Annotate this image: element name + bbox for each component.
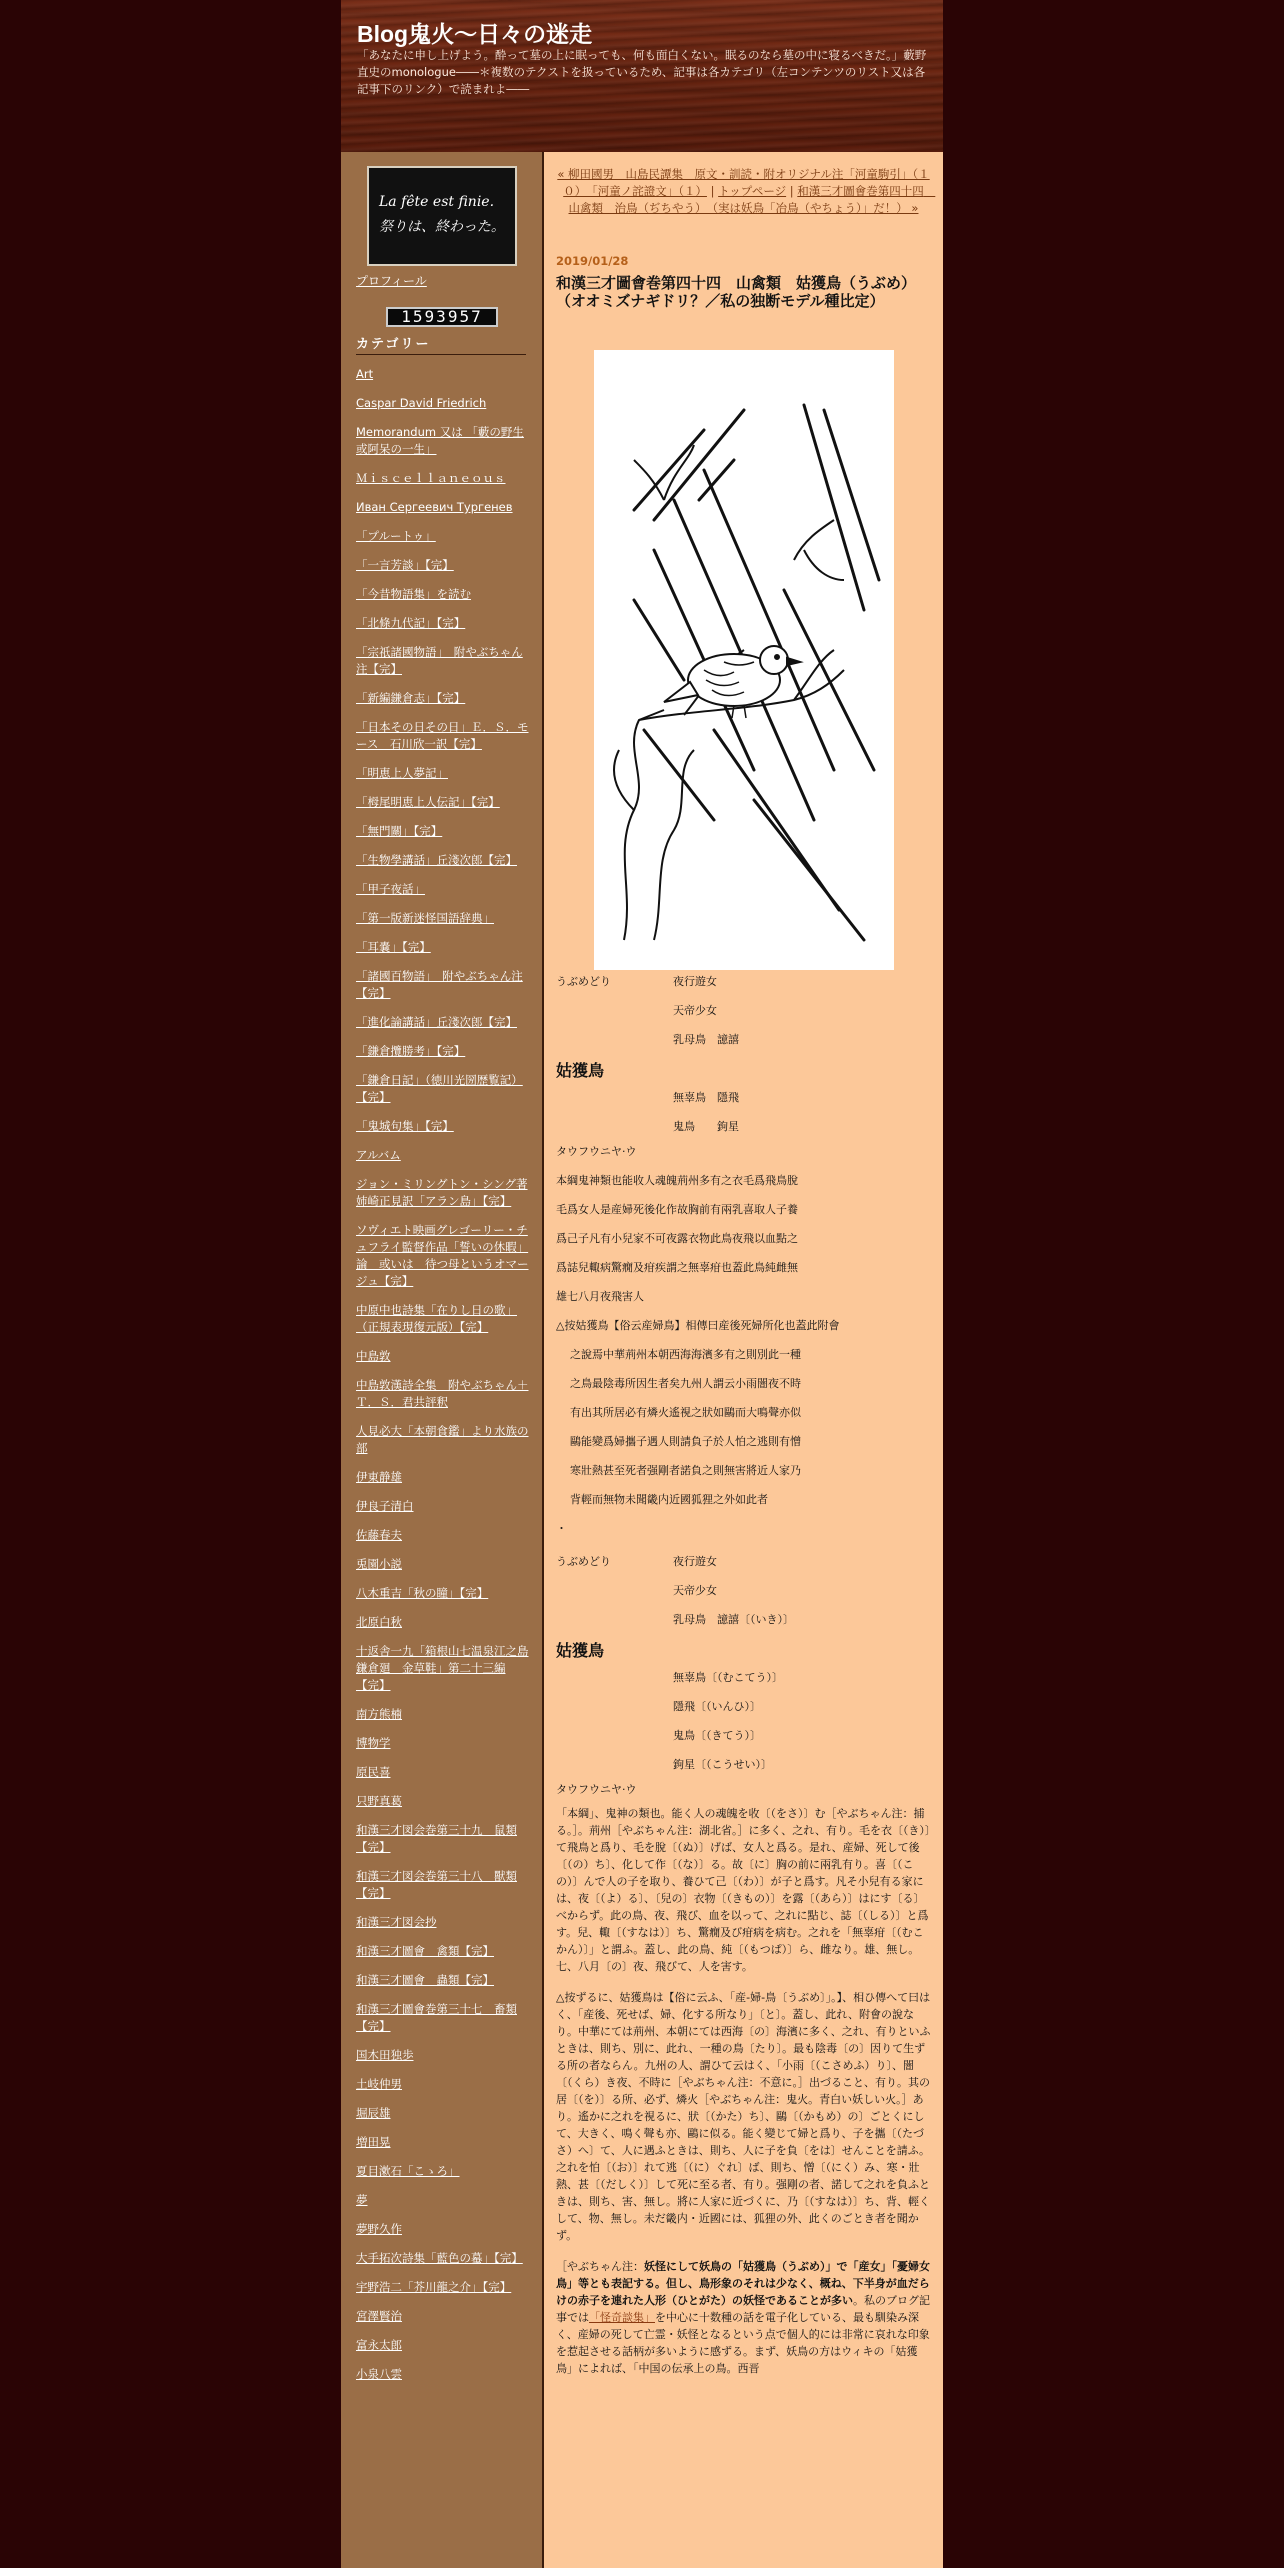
kanbun-line: 鷗能變爲婦攜子遇人則請負子於人怕之逃則有憎: [570, 1435, 801, 1448]
category-link[interactable]: 夢野久作: [356, 2222, 402, 2236]
category-link[interactable]: 「耳嚢」【完】: [356, 940, 431, 954]
main-content: [544, 152, 943, 2568]
alias-row: [556, 1666, 931, 1695]
kundoku-heading: 姑獲鳥: [556, 1641, 605, 1660]
category-link[interactable]: 和漢三才圖會 蟲類【完】: [356, 1973, 494, 1987]
category-link[interactable]: 和漢三才図会巻第三十八 獸類【完】: [356, 1869, 517, 1900]
post-title[interactable]: 和漢三才圖會巻第四十四 山禽類 姑獲鳥（うぶめ） （オオミズナギドリ？／私の独断モデル種比定）: [556, 274, 924, 310]
category-link[interactable]: Caspar David Friedrich: [356, 396, 487, 410]
nav-separator: |: [706, 184, 719, 198]
blog-header: [341, 0, 943, 153]
separator-dot: ・: [556, 1522, 567, 1535]
category-link[interactable]: 中原中也詩集「在りし日の歌」（正規表現復元版）【完】: [356, 1303, 517, 1334]
nav-separator: |: [786, 184, 798, 198]
category-link[interactable]: 只野真葛: [356, 1794, 402, 1808]
kanbun-line: 有出其所居必有燐火遙視之狀如鷗而大鳴聲亦似: [570, 1406, 801, 1419]
category-link[interactable]: 「一言芳談」【完】: [356, 558, 454, 572]
category-link[interactable]: 人見必大「本朝食鑑」より水族の部: [356, 1424, 529, 1455]
category-link[interactable]: 「栂尾明恵上人伝記」【完】: [356, 795, 500, 809]
category-link[interactable]: 小泉八雲: [356, 2367, 402, 2381]
category-link[interactable]: 「進化論講話」丘淺次郎【完】: [356, 1015, 517, 1029]
bird-on-branch-in-rain-illustration[interactable]: [594, 350, 894, 970]
category-link[interactable]: 伊東静雄: [356, 1470, 402, 1484]
category-link[interactable]: 堀辰雄: [356, 2106, 391, 2120]
category-link[interactable]: Иван Сергеевич Тургенев: [356, 500, 513, 514]
category-link[interactable]: 原民喜: [356, 1765, 391, 1779]
row-value: 無辜鳥〔（むこてう）〕: [673, 1671, 783, 1684]
kanbun-line: 本綱鬼神類也能收人魂魄荊州多有之衣毛爲飛鳥脫: [556, 1174, 798, 1187]
post-navigation: [556, 166, 936, 217]
kanbun-line: 爲誌兒輙病驚癇及疳疾謂之無辜疳也蓋此鳥純雌無: [556, 1261, 798, 1274]
category-link[interactable]: 「鎌倉日記」（徳川光圀歴覧記）【完】: [356, 1073, 523, 1104]
alias-row: [556, 970, 931, 999]
category-link[interactable]: Ｍｉｓｃｅｌｌａｎｅｏｕｓ: [356, 471, 506, 485]
category-link[interactable]: 和漢三才圖會巻第三十七 畜類【完】: [356, 2002, 517, 2033]
category-link[interactable]: 中島敦漢詩全集 附やぶちゃん＋Ｔ．Ｓ．君共評釈: [356, 1378, 529, 1409]
category-link[interactable]: 和漢三才圖會 禽類【完】: [356, 1944, 494, 1958]
category-link[interactable]: 兎園小説: [356, 1557, 402, 1571]
category-link[interactable]: 宇野浩二「芥川龍之介」【完】: [356, 2280, 512, 2294]
category-link[interactable]: 「宗祇諸國物語」 附やぶちゃん注【完】: [356, 645, 523, 676]
kundoku-paragraph-2: △按ずるに、姑獲鳥は【俗に云ふ、「産-婦-鳥〔うぶめ〕」。】、相ひ傳へて曰はく、「産後、死せば、婦、化する所なり」〔と〕。蓋し、此れ、附會の說なり。中華にては荊州、本朝にては西海〔の〕海濱に多く、之れ、有りといふときは、則ち、別に、此れ、一種の鳥〔たり〕。最も陰毒〔の〕因りて生ずる所の者ならん。九州の人、謂ひて云はく、「小雨〔（こさめふ）り〕、闇〔（くら）き夜、不時に［やぶちゃん注：不意に。］出づること、有り。其の居〔（を）〕る所、必ず、燐火［やぶちゃん注：鬼火。青白い妖しい火。］あり。遙かに之れを視るに、狀〔（かた）ち〕、鷗〔（かもめ）の〕ごとくにして、大きく、鳴く聲も亦、鷗に似る。能く變じて婦と爲り、子を攜〔（たづさ）へ〕て、人に遇ふときは、則ち、人に子を負〔をは〕せんことを請ふ。之れを怕〔（お）〕れて逃〔（に）ぐれ〕ば、則ち、憎〔（にく）み、寒・壯熱、甚〔（だしく）〕して死に至る者、有り。强剛の者、諾して之れを負ふときは、則ち、害、無し。將に人家に近づくに、乃〔（すなは）〕ち、背、輕くして、物、無し。未だ畿内・近國には、狐狸の外、此くのごとき者を聞かず。: [556, 1991, 931, 2242]
annotation-paragraph: [556, 2258, 931, 2377]
category-link[interactable]: アルバム: [356, 1148, 401, 1162]
row-value: 乳母鳥 譩譆〔（いき）〕: [673, 1613, 794, 1626]
annotation-text-cont: を中心に十数種の話を電子化している、最も馴染み深く、産婦の死して亡霊・妖怪となるという点で個人的には非常に哀れな印象を惹起させる話柄が多いように感ずる。まず、妖鳥の方はウィキの「姑獲鳥」によれば、「中国の伝承上の鳥。西晋: [556, 2311, 930, 2375]
annotation-bold-text: 妖怪にして妖鳥の「姑獲鳥（うぶめ）」で「産女」「憂婦女鳥」等とも表記する。但し、鳥形象のそれは少なく、概ね、下半身が血だらけの赤子を連れた人形（ひとがた）の妖怪であることが多い: [556, 2260, 930, 2307]
row-value: 夜行遊女: [673, 1555, 717, 1568]
category-link[interactable]: 夏目漱石「こゝろ」: [356, 2164, 460, 2178]
category-link[interactable]: 和漢三才図会巻第三十九 鼠類【完】: [356, 1823, 517, 1854]
category-link[interactable]: 富永太郎: [356, 2338, 402, 2352]
category-link[interactable]: 和漢三才図会抄: [356, 1915, 437, 1929]
category-link[interactable]: 佐藤春夫: [356, 1528, 402, 1542]
blog-page: [341, 0, 943, 2568]
row-value: 隱飛〔（いんひ）〕: [673, 1700, 761, 1713]
category-link[interactable]: 北原白秋: [356, 1615, 402, 1629]
category-heading: カテゴリー: [356, 333, 526, 355]
alias-row: [556, 1028, 931, 1057]
category-link[interactable]: 「無門關」【完】: [356, 824, 443, 838]
category-link[interactable]: 土岐仲男: [356, 2077, 402, 2091]
alias-row: [556, 1086, 931, 1115]
kaiki-danshu-link[interactable]: 「怪奇談集」: [589, 2311, 655, 2324]
row-value: 天帝少女: [673, 1004, 717, 1017]
category-link[interactable]: 十返舎一九「箱根山七温泉江之島鎌倉廻 金草鞋」第二十三編【完】: [356, 1644, 529, 1692]
post-body: [556, 970, 931, 2377]
access-counter: 1593957: [386, 307, 498, 327]
row-value: 天帝少女: [673, 1584, 717, 1597]
row-value: 乳母鳥 譩譆: [673, 1033, 739, 1046]
category-link[interactable]: 八木重吉「秋の瞳」【完】: [356, 1586, 489, 1600]
category-link[interactable]: 「明恵上人夢記」: [356, 766, 448, 780]
category-link[interactable]: 増田晃: [356, 2135, 391, 2149]
row-value: 無辜鳥 隱飛: [673, 1091, 739, 1104]
category-link[interactable]: 「第一版新迷怪国語辞典」: [356, 911, 494, 925]
category-link[interactable]: 国木田独歩: [356, 2048, 414, 2062]
row-label: うぶめどり: [556, 1555, 611, 1568]
category-link[interactable]: 「プルートゥ」: [356, 529, 436, 543]
kanbun-line: 寒壯熱甚至死者强剛者諾負之則無害將近人家乃: [570, 1464, 801, 1477]
alias-row: [556, 1115, 931, 1144]
kanbun-line: △按姑獲鳥【俗云産婦鳥】相傳曰産後死婦所化也蓋此附會: [556, 1319, 840, 1332]
kanbun-line: 之鳥最陰毒所因生者矣九州人謂云小雨闇夜不時: [570, 1377, 801, 1390]
category-link[interactable]: 「鎌倉攬勝考」【完】: [356, 1044, 466, 1058]
category-link[interactable]: 大手拓次詩集「藍色の蟇」【完】: [356, 2251, 523, 2265]
row-value: 鬼鳥〔（きてう）〕: [673, 1729, 761, 1742]
category-link[interactable]: 「諸國百物語」 附やぶちゃん注【完】: [356, 969, 523, 1000]
top-page-link[interactable]: トップページ: [718, 184, 787, 198]
prev-post-link[interactable]: « 柳田國男 山島民譚集 原文・訓読・附オリジナル注「河童駒引」（１０） 「河童ノ詫證文」（１）: [557, 167, 930, 198]
profile-image-text-2: 祭りは、終わった。: [379, 219, 505, 235]
category-link[interactable]: 「新編鎌倉志」【完】: [356, 691, 466, 705]
category-list: [356, 366, 531, 2395]
category-link[interactable]: 「鬼城句集」【完】: [356, 1119, 454, 1133]
category-link[interactable]: 「日本その日その日」Ｅ．Ｓ．モース 石川欣一訳【完】: [356, 720, 529, 751]
category-link[interactable]: 中島敦: [356, 1349, 391, 1363]
annotation-lead: ［やぶちゃん注：: [556, 2260, 644, 2273]
category-link[interactable]: 宮澤賢治: [356, 2309, 402, 2323]
illustration-drawing: [594, 350, 894, 970]
kanbun-line: 背輕而無物未聞畿内近國狐狸之外如此者: [570, 1493, 768, 1506]
category-link[interactable]: 夢: [356, 2193, 368, 2207]
category-link[interactable]: 「北條九代記」【完】: [356, 616, 466, 630]
blog-description: 「あなたに申し上げよう。酔って墓の上に眠っても、何も面白くない。眠るのなら墓の中に寝るべきだ。」藪野直史のmonologue――＊複数のテクストを扱っているため、記事は各カテゴリ（左コンテンツのリスト又は各記事下のリンク）で読まれよ――: [357, 48, 927, 96]
sidebar: [341, 152, 544, 2568]
alias-row: [556, 999, 931, 1028]
next-post-link[interactable]: 和漢三才圖會巻第四十四 山禽類 治鳥（ぢちやう） （実は妖鳥「冶鳥（やちょう）」だ！） »: [568, 184, 936, 215]
category-link[interactable]: ジョン・ミリングトン・シング著姉崎正見訳「アラン島」【完】: [356, 1177, 528, 1208]
blog-title[interactable]: Blog鬼火～日々の迷走: [357, 21, 593, 47]
category-link[interactable]: 伊良子清白: [356, 1499, 414, 1513]
alias-row: [556, 1608, 931, 1637]
category-link[interactable]: Art: [356, 367, 374, 381]
post-date: 2019/01/28: [556, 254, 629, 268]
category-link[interactable]: Memorandum 又は 「藪の野生或阿呆の一生」: [356, 425, 524, 456]
row-label: うぶめどり: [556, 975, 611, 988]
profile-link[interactable]: プロフィール: [356, 274, 427, 288]
profile-image[interactable]: [367, 166, 517, 266]
category-link[interactable]: 南方熊楠: [356, 1707, 402, 1721]
reading-text: タウフウニヤ·ウ: [556, 1145, 637, 1158]
kanbun-line: 雄七八月夜飛害人: [556, 1290, 644, 1303]
kanbun-line: 之說焉中華荊州本朝西海海濱多有之則別此一種: [570, 1348, 801, 1361]
row-value: 鬼鳥 鉤星: [673, 1120, 739, 1133]
alias-row: [556, 1695, 931, 1724]
annotation-text: 。私のブログ記事では: [556, 2294, 930, 2324]
row-value: 夜行遊女: [673, 975, 717, 988]
row-value: 鉤星〔（こうせい）〕: [673, 1758, 772, 1771]
category-link[interactable]: 「甲子夜話」: [356, 882, 425, 896]
profile-image-text-1: La fête est finie.: [379, 194, 495, 210]
alias-row: [556, 1753, 931, 1782]
category-link[interactable]: ソヴィエト映画グレゴーリー・チュフライ監督作品「誓いの休暇」論 或いは 待つ母というオマージュ【完】: [356, 1223, 529, 1288]
kanbun-line: 爲己子凡有小兒家不可夜露衣物此鳥夜飛以血點之: [556, 1232, 798, 1245]
alias-row: [556, 1550, 931, 1579]
category-link[interactable]: 「生物學講話」丘淺次郎【完】: [356, 853, 517, 867]
alias-row: [556, 1724, 931, 1753]
kundoku-paragraph-1: 「本綱」、鬼神の類也。能く人の魂魄を收〔（をさ）〕む［やぶちゃん注：捕る。］。荊州［やぶちゃん注：湖北省。］に多く、之れ、有り。毛を衣〔（き）〕て飛鳥と爲り、毛を脫〔（ぬ）〕げば、女人と爲る。是れ、産婦、死して後〔（の）ち〕、化して作〔（な）〕る。故〔に〕胸の前に兩乳有り。喜〔（この）〕んで人の子を取り、養ひて己〔（わ）〕が子と爲す。凡そ小兒有る家には、夜〔（よ）る〕、〔兒の〕衣物〔（きもの）〕を露〔（あら）〕はにす〔る〕べからず。此の鳥、夜、飛び、血を以って、之れに點じ、誌〔（しる）〕と爲す。兒、輙〔（すなは）〕ち、驚癇及び疳病を病む。之れを「無辜疳〔（むこかん）〕」と謂ふ。蓋し、此の鳥、純〔（もつぱ）〕ら、雌なり。雄、無し。七、八月〔の〕夜、飛びて、人を害す。: [556, 1807, 931, 1973]
category-link[interactable]: 博物学: [356, 1736, 391, 1750]
reading-text-2: タウフウニヤ·ウ: [556, 1783, 637, 1796]
kanbun-heading: 姑獲鳥: [556, 1061, 605, 1080]
category-link[interactable]: 「今昔物語集」を読む: [356, 587, 471, 601]
alias-row: [556, 1579, 931, 1608]
kanbun-line: 毛爲女人是産婦死後化作故胸前有兩乳喜取人子養: [556, 1203, 798, 1216]
